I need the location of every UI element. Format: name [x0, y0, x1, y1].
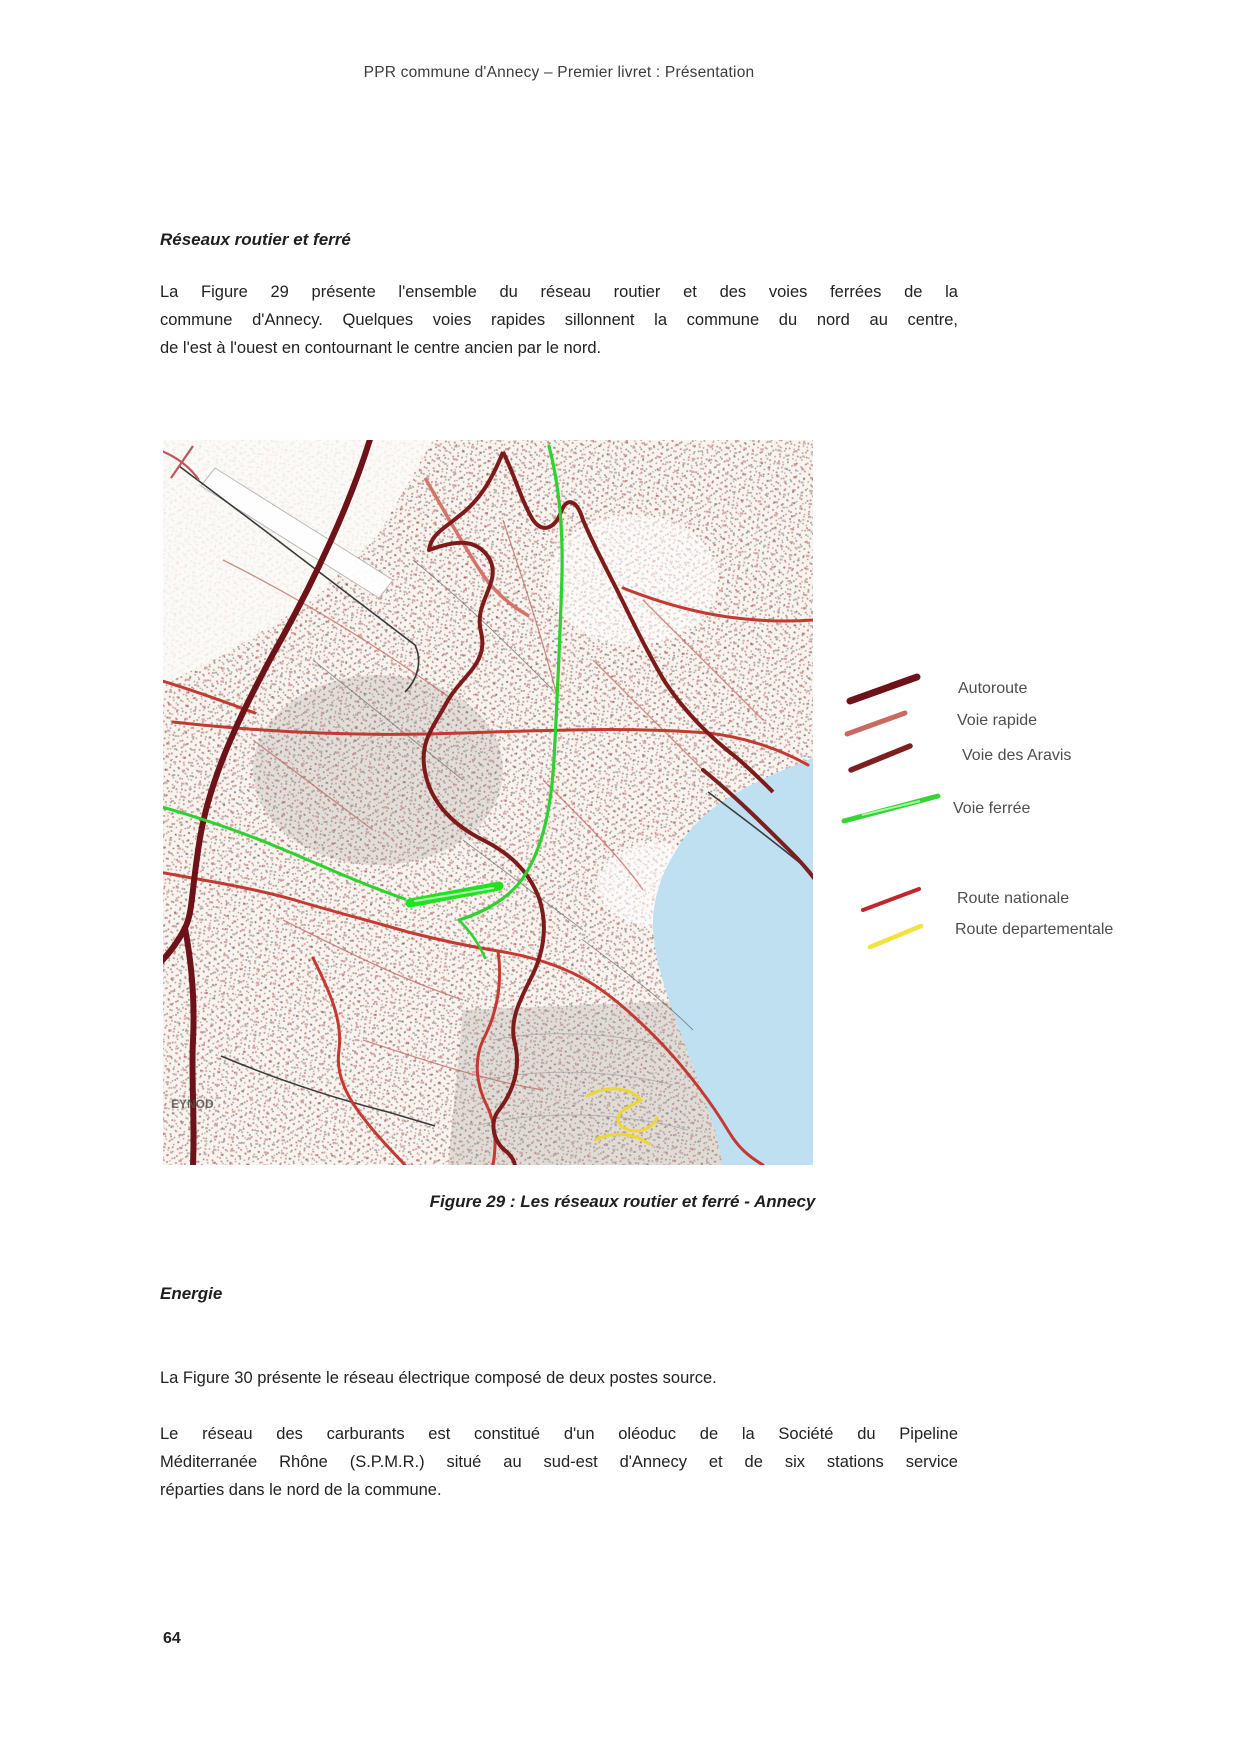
paragraph-line: commune d'Annecy. Quelques voies rapides sillonnent la commune du nord au centre, [160, 311, 958, 329]
legend-label-voie-ferree: Voie ferrée [953, 800, 1031, 817]
legend-label-voie-rapide: Voie rapide [957, 712, 1038, 729]
route-nationale-legend-line [863, 889, 919, 910]
legend-label-autoroute: Autoroute [958, 680, 1028, 697]
voie-des-aravis-legend-swatch [847, 740, 917, 778]
annecy-road-rail-map [163, 440, 813, 1165]
paragraph-line: de l'est à l'ouest en contournant le centre ancien par le nord. [160, 339, 602, 357]
paragraph-line: Le réseau des carburants est constitué d'un oléoduc de la Société du Pipeline [160, 1425, 958, 1443]
paragraph-reseaux [160, 278, 958, 362]
paragraph-energie: La Figure 30 présente le réseau électrique composé de deux postes source. [160, 1369, 717, 1387]
paragraph-line: réparties dans le nord de la commune. [160, 1481, 442, 1499]
legend-label-route-departementale: Route departementale [955, 921, 1114, 938]
figure-29-map [163, 440, 813, 1165]
legend-label-route-nationale: Route nationale [957, 890, 1070, 907]
section-heading-reseaux: Réseaux routier et ferré [160, 230, 351, 249]
voie-ferree-legend-highlight [862, 801, 920, 815]
paragraph-carburants [160, 1420, 958, 1504]
figure-caption: Figure 29 : Les réseaux routier et ferré - Annecy [429, 1192, 816, 1211]
legend-label-voie-des-aravis: Voie des Aravis [962, 747, 1072, 764]
page-number: 64 [163, 1630, 181, 1647]
autoroute-legend-line [850, 677, 917, 701]
page-header: PPR commune d'Annecy – Premier livret : Présentation [363, 64, 755, 81]
map-place-label: EYNOD [171, 1097, 214, 1111]
route-nationale-legend-swatch [859, 882, 925, 917]
map-legend [835, 600, 1175, 970]
route-departementale-legend-line [870, 926, 921, 947]
voie-des-aravis-legend-line [851, 746, 910, 770]
voie-rapide-legend-swatch [843, 706, 911, 742]
section-heading-energie: Energie [160, 1284, 223, 1303]
paragraph-line: La Figure 29 présente l'ensemble du réseau routier et des voies ferrées de la [160, 283, 958, 301]
voie-rapide-legend-line [847, 713, 905, 734]
voie-ferree-legend-swatch [840, 790, 944, 828]
route-departementale-legend-swatch [866, 919, 926, 954]
autoroute-legend-swatch [845, 668, 923, 710]
paragraph-line: Méditerranée Rhône (S.P.M.R.) situé au sud-est d'Annecy et de six stations service [160, 1453, 958, 1471]
